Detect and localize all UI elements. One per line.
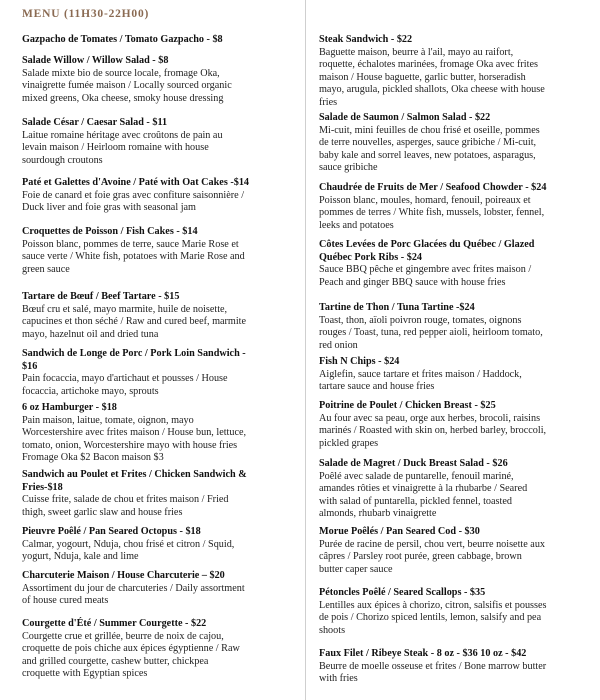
menu-item-description: Calmar, yogourt, Nduja, chou frisé et citron / Squid, yogurt, Nduja, kale and lime xyxy=(22,538,235,563)
menu-item-description: Beurre de moelle osseuse et frites / Bone marrow butter with fries xyxy=(319,660,547,685)
menu-item xyxy=(22,55,290,105)
menu-item-title: Tartine de Thon / Tuna Tartine -$24 xyxy=(319,302,475,313)
menu-item xyxy=(22,469,290,519)
menu-item-description: Foie de canard et foie gras avec confiture saisonnière / Duck liver and foie gras with seasonal jam xyxy=(22,189,245,214)
menu-item-description: Toast, thon, aïoli poivron rouge, tomates, oignons rouges / Toast, tuna, red pepper aioli, heirloom tomato, red onion xyxy=(319,314,543,351)
menu-item xyxy=(319,239,587,289)
menu-item-title: Morue Poêlés / Pan Seared Cod - $30 xyxy=(319,526,480,537)
menu-item-description: Cuisse frite, salade de chou et frites maison / Fried thigh, sweet garlic slaw and house fries xyxy=(22,494,229,518)
menu-item-description: Laitue romaine héritage avec croûtons de pain au levain maison / Heirloom romaine with house sourdough croutons xyxy=(22,129,223,166)
menu-item-description: Mi-cuit, mini feuilles de chou frisé et oseille, pommes de terre nouvelles, asperges, sauce gribiche / Mi-cuit, baby kale and sorrel leaves, new potatoes, asparagus, sauce gribiche xyxy=(319,124,540,174)
menu-item-title: Tartare de Bœuf / Beef Tartare - $15 xyxy=(22,291,180,302)
menu-item-title: Paté et Galettes d'Avoine / Paté with Oat Cakes -$14 xyxy=(22,177,250,188)
menu-item-title: Salade de Magret / Duck Breast Salad - $26 xyxy=(319,458,508,469)
menu-item-description: Sauce BBQ pêche et gingembre avec frites maison / Peach and ginger BBQ sauce with house fries xyxy=(319,264,532,288)
menu-item xyxy=(319,302,587,352)
menu-item-title: Steak Sandwich - $22 xyxy=(319,34,413,45)
menu-item xyxy=(22,526,290,564)
menu-item-description: Lentilles aux épices à chorizo, citron, salsifis et pousses de pois / Chorizo spiced lentils, lemon, salsify and pea shoots xyxy=(319,599,547,636)
menu-item-description: Purée de racine de persil, chou vert, beurre noisette aux câpres / Parsley root purée, green cabbage, brown butter caper sauce xyxy=(319,538,546,575)
menu-item-title: Sandwich de Longe de Porc / Pork Loin Sandwich - $16 xyxy=(22,348,246,372)
menu-item-description: Au four avec sa peau, orge aux herbes, brocoli, raisins marinés / Roasted with skin on, herbed barley, broccoli, pickled grapes xyxy=(319,412,547,449)
menu-item-title: Gazpacho de Tomates / Tomato Gazpacho - $8 xyxy=(22,34,223,45)
menu-item-title: Courgette d'Été / Summer Courgette - $22 xyxy=(22,618,207,629)
menu-item xyxy=(319,182,587,232)
menu-item-title: Pétoncles Poêlé / Seared Scallops - $35 xyxy=(319,587,486,598)
menu-item xyxy=(319,648,587,686)
menu-item xyxy=(319,356,587,394)
column-divider xyxy=(305,0,306,700)
menu-title: MENU (11H30-22H00) xyxy=(22,8,150,20)
menu-item xyxy=(22,570,290,608)
menu-item-description: Poisson blanc, pommes de terre, sauce Marie Rose et sauce verte / White fish, potatoes with Marie Rose and green sauce xyxy=(22,238,245,275)
menu-item-title: Sandwich au Poulet et Frites / Chicken Sandwich & Fries-$18 xyxy=(22,469,247,493)
menu-item-description: Poêlé avec salade de puntarelle, fenouil mariné, amandes rôties et vinaigrette à la rhubarbe / Seared with salad of puntarella, pickled fennel, toasted almonds, rhubarb vinaigrette xyxy=(319,470,528,520)
menu-item-description: Baguette maison, beurre à l'ail, mayo au raifort, roquette, échalotes marinées, fromage Oka avec frites maison / House baguette, garlic butter, horseradish mayo, arugula, pickled shallots, Oka cheese with house fries xyxy=(319,46,545,108)
menu-item-description: Poisson blanc, moules, homard, fenouil, poireaux et pommes de terres / White fish, mussels, lobster, fennel, leeks and potatoes xyxy=(319,194,545,231)
menu-item-title: Charcuterie Maison / House Charcuterie – $20 xyxy=(22,570,225,581)
menu-item xyxy=(22,177,290,215)
menu-item-title: Poitrine de Poulet / Chicken Breast - $25 xyxy=(319,400,496,411)
menu-item-title: Pieuvre Poêlé / Pan Seared Octopus - $18 xyxy=(22,526,201,537)
menu-item xyxy=(22,226,290,276)
menu-item-title: Côtes Levées de Porc Glacées du Québec / Glazed Québec Pork Ribs - $24 xyxy=(319,239,535,263)
menu-item-description: Courgette crue et grillée, beurre de noix de cajou, croquette de pois chiche aux épices égyptienne / Raw and grilled courgette, cashew butter, chickpea croquette with Egyptian spices xyxy=(22,630,240,680)
menu-item-description: Assortiment du jour de charcuteries / Daily assortment of house cured meats xyxy=(22,582,245,607)
menu-item xyxy=(22,348,290,398)
menu-item xyxy=(319,587,587,637)
menu-item-title: Salade de Saumon / Salmon Salad - $22 xyxy=(319,112,491,123)
menu-item-description: Aiglefin, sauce tartare et frites maison / Haddock, tartare sauce and house fries xyxy=(319,368,522,393)
menu-item-description: Salade mixte bio de source locale, fromage Oka, vinaigrette fumée maison / Locally sourced organic mixed greens, Oka cheese, smoky house dressing xyxy=(22,67,232,104)
menu-item xyxy=(319,458,587,521)
menu-item xyxy=(319,400,587,450)
menu-item-title: Croquettes de Poisson / Fish Cakes - $14 xyxy=(22,226,198,237)
menu-item-description: Pain focaccia, mayo d'artichaut et pousses / House focaccia, artichoke mayo, sprouts xyxy=(22,373,228,397)
menu-item xyxy=(319,526,587,576)
menu-item xyxy=(22,618,290,681)
menu-item-title: 6 oz Hamburger - $18 xyxy=(22,402,117,413)
menu-item xyxy=(22,402,290,465)
menu-item-title: Chaudrée de Fruits de Mer / Seafood Chowder - $24 xyxy=(319,182,547,193)
menu-item xyxy=(319,34,587,110)
menu-item xyxy=(22,34,290,47)
menu-item xyxy=(319,112,587,175)
menu-item-title: Faux Filet / Ribeye Steak - 8 oz - $36 10 oz - $42 xyxy=(319,648,527,659)
menu-item-title: Salade César / Caesar Salad - $11 xyxy=(22,117,168,128)
menu-item-title: Salade Willow / Willow Salad - $8 xyxy=(22,55,169,66)
menu-item-description: Bœuf cru et salé, mayo marmite, huile de noisette, capucines et thon séché / Raw and cured beef, marmite mayo, hazelnut oil and dried tuna xyxy=(22,303,247,340)
menu-item xyxy=(22,291,290,341)
menu-item-description: Pain maison, laitue, tomate, oignon, mayo Worcestershire avec frites maison / House bun, lettuce, tomato, onion, Worcestershire mayo with house fries Fromage Oka $2 Bacon maison $3 xyxy=(22,414,247,464)
menu-item xyxy=(22,117,290,167)
menu-item-title: Fish N Chips - $24 xyxy=(319,356,400,367)
